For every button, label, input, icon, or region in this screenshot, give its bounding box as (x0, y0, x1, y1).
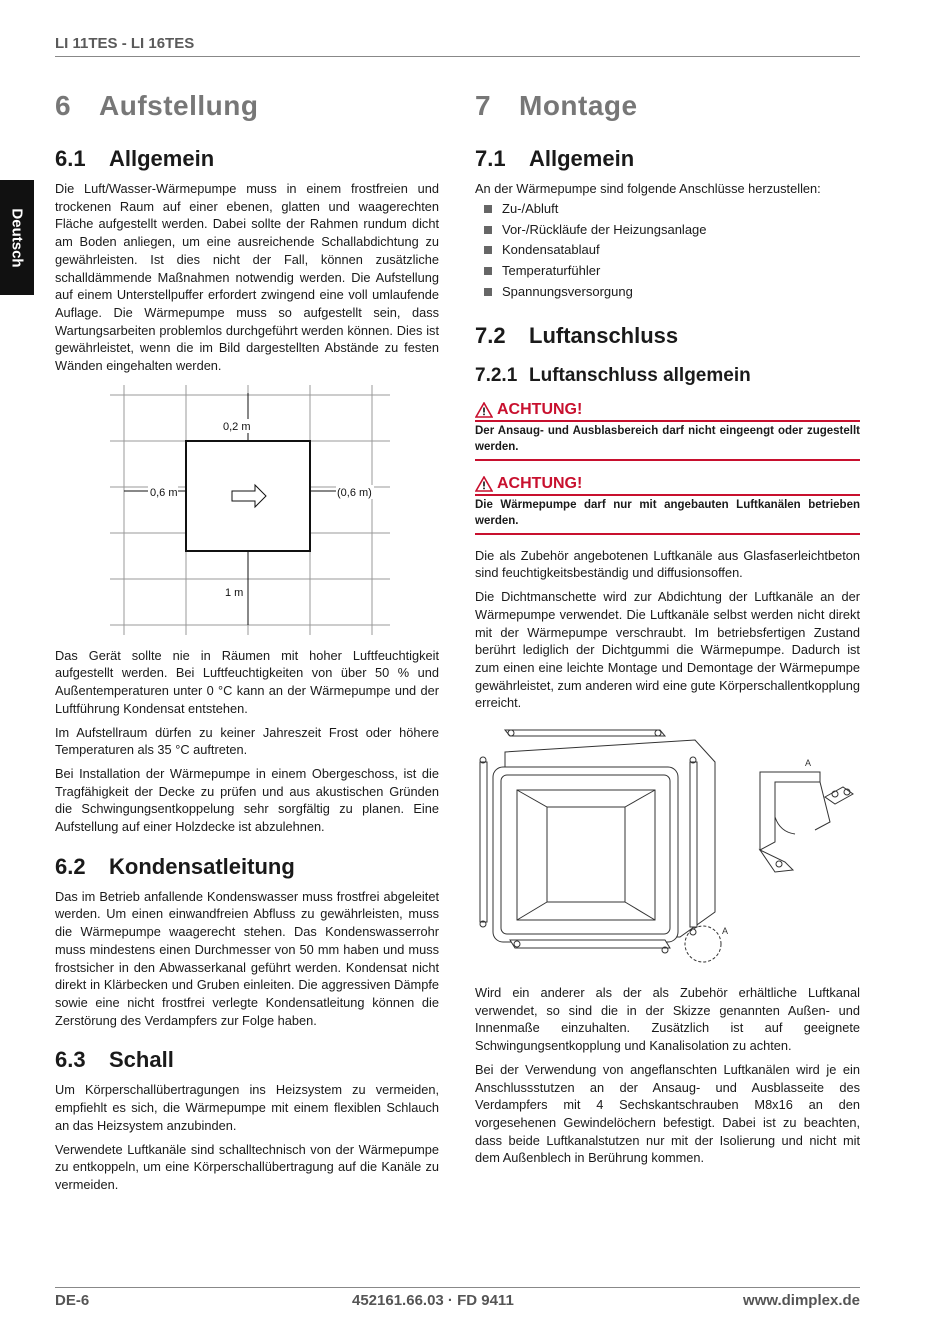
paragraph: Um Körperschallübertragungen ins Heizsystem zu vermeiden, empfiehlt es sich, die Wärmepumpe mit einem flexiblen Schlauch an das Heizsystem anzubinden. (55, 1082, 439, 1133)
paragraph: An der Wärmepumpe sind folgende Anschlüsse herzustellen: (475, 181, 821, 196)
warning-title: ACHTUNG! (497, 474, 583, 492)
section-6-3-heading: 6.3 Schall (55, 1047, 174, 1073)
paragraph: Wird ein anderer als der als Zubehör erhältliche Luftkanal verwendet, so sind die in der Skizze genannten Außen- und Innenmaße einzuhalten. Zusätzlich ist auf geeignete Schwingungsentkopplung und Kanalisolation zu achten. (475, 985, 860, 1054)
warning-box (475, 401, 860, 461)
header-title: LI 11TES - LI 16TES (55, 35, 195, 52)
paragraph: Das Gerät sollte nie in Räumen mit hoher Luftfeuchtigkeit aufgestellt werden. Bei Luftfeuchtigkeiten von über 50 % und Außentemperaturen unter 0 °C kann an der Wärmepumpe und der Luftführung Kondensat entstehen. (55, 647, 439, 716)
paragraph: Verwendete Luftkanäle sind schalltechnisch von der Wärmepumpe zu entkoppeln, um eine Körperschallübertragung auf die Kanäle zu vermeiden. (55, 1141, 439, 1192)
detail-label-a: A (722, 926, 729, 937)
chapter-7-heading: 7 Montage (475, 90, 638, 121)
paragraph: Das im Betrieb anfallende Kondenswasser muss frostfrei abgeleitet werden. Um einen einwandfreien Abfluss zu gewährleisten, muss die Wärmepumpe waagerecht stehen. Das Kondenswasserrohr muss mindestens einen Durchmesser von 50 mm haben und muss frostsicher in den Abwasserkanal geführt werden. Kondensat nicht direkt in Klärbecken und Gruben einleiten. Die aggressiven Dämpfe sowie eine nicht frostfrei verlegte Kondensatleitung können die Zerstörung des Verdampfers zur Folge haben. (55, 888, 439, 1028)
paragraph: Bei der Verwendung von angeflanschten Luftkanälen wird je ein Anschlussstutzen an der Ansaug- und Ausblasseite des Verdampfers mit 4 Sechskantschrauben M8x16 an den vorgesehenen Gewindelöchern befestigt. Dabei ist zu beachten, dass beide Luftkanalstutzen nur mit der Isolierung und nicht mit dem Außenblech in Berührung kommen. (475, 1061, 860, 1166)
footer-rule (55, 1287, 860, 1288)
warning-title: ACHTUNG! (497, 400, 583, 418)
warning-triangle-icon (475, 402, 493, 418)
section-6-2-heading: 6.2 Kondensatleitung (55, 853, 295, 879)
warning-text: Der Ansaug- und Ausblasbereich darf nicht eingeengt oder zugestellt werden. (475, 422, 860, 461)
paragraph: Die Luft/Wasser-Wärmepumpe muss in einem frostfreien und trockenen Raum auf einer ebenen, glatten und waagerechten Fläche aufgestellt werden. Dabei sollte der Rahmen rundum dicht am Boden anliegen, um eine ausreichende Schallabdichtung zu gewährleisten. Ist dies nicht der Fall, können zusätzliche schalldämmende Maßnahmen notwendig werden. Die Aufstellung auf einem Unterstellpuffer erfordert zwingend eine voll umlaufende Auflage. Die Wärmepumpe muss so aufgestellt sein, dass Wartungsarbeiten problemlos durchgeführt werden können. Dies ist gewährleistet, wenn die im Bild dargestellten Abstände zu festen Wänden eingehalten werden. (55, 181, 439, 374)
header-rule (55, 56, 860, 57)
page-number: DE-6 (55, 1292, 90, 1309)
right-column (475, 90, 860, 1173)
list-item: Temperaturfühler (475, 261, 860, 282)
section-6-1-heading: 6.1 Allgemein (55, 146, 215, 171)
list-item: Spannungsversorgung (475, 282, 860, 303)
warning-box (475, 475, 860, 535)
paragraph: Die Dichtmanschette wird zur Abdichtung der Luftkanäle an der Wärmepumpe verwendet. Die Luftkanäle selbst werden nicht direkt mit der Wärmepumpe verschraubt. Im betriebsfertigen Zustand berührt lediglich der Dichtgummi die Wärmepumpe. Dadurch ist zum einen eine leichte Montage und Demontage der Wärmepumpe gewährleistet, zum anderen wird eine gute Körperschallentkopplung erreicht. (475, 589, 860, 711)
section-7-2-1-heading: 7.2.1 Luftanschluss allgemein (475, 364, 751, 386)
left-column (55, 90, 439, 1200)
warning-text: Die Wärmepumpe darf nur mit angebauten Luftkanälen betrieben werden. (475, 496, 860, 535)
air-duct-assembly-drawing (475, 722, 860, 972)
list-item: Kondensatablauf (475, 240, 860, 261)
list-item: Vor-/Rückläufe der Heizungsanlage (475, 220, 860, 241)
detail-label-a: A (805, 758, 812, 769)
section-7-2-heading: 7.2 Luftanschluss (475, 322, 679, 348)
paragraph: Die als Zubehör angebotenen Luftkanäle aus Glasfaserleichtbeton sind feuchtigkeitsbeständig und diffusionsoffen. (475, 547, 860, 581)
warning-triangle-icon (475, 476, 493, 492)
clearance-diagram (55, 385, 439, 635)
paragraph: Bei Installation der Wärmepumpe in einem Obergeschoss, ist die Tragfähigkeit der Decke zu prüfen und aus akustischen Gründen die Schwingungsentkoppelung sehr sorgfältig zu planen. Eine Aufstellung auf einer Holzdecke ist abzulehnen. (55, 765, 439, 835)
website-link[interactable]: www.dimplex.de (743, 1292, 860, 1309)
clearance-top-label: 0,2 m (223, 420, 251, 433)
list-item: Zu-/Abluft (475, 199, 860, 220)
paragraph: Im Aufstellraum dürfen zu keiner Jahreszeit Frost oder höhere Temperaturen als 35 °C auftreten. (55, 724, 439, 758)
section-7-1-heading: 7.1 Allgemein (475, 146, 635, 171)
document-number: 452161.66.03 · FD 9411 (352, 1292, 514, 1309)
chapter-6-heading: 6 Aufstellung (55, 90, 259, 121)
clearance-left-label: 0,6 m (150, 486, 178, 499)
language-tab[interactable] (0, 180, 34, 295)
clearance-right-label: (0,6 m) (337, 486, 372, 499)
clearance-bottom-label: 1 m (225, 586, 244, 599)
language-tab-label: Deutsch (8, 207, 26, 268)
connection-list (475, 199, 860, 303)
